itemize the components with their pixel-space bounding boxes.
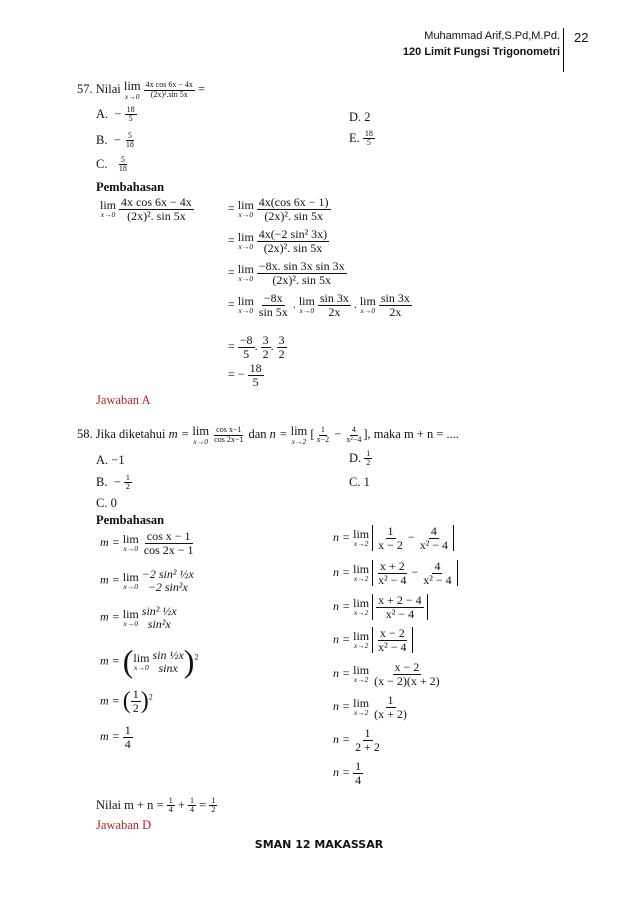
- q58-option-d: D. $\frac{1}{2}$: [349, 449, 371, 468]
- q57-step-3: = lim x→0 $\frac{\text{−8x. sin 3x sin 3x}}{\text{(2x)². sin 5x}}$: [228, 259, 345, 287]
- q58-n-step-8: n = $\frac{1}{4}$: [333, 759, 362, 787]
- q58-n-step-5: n = lim x→2 $\frac{x - 2}{(x - 2)(x + 2)}$: [333, 660, 440, 688]
- q57-option-c: C. $\frac{5}{18}$: [96, 155, 127, 174]
- q58-m-step-6: m = $\frac{1}{4}$: [100, 723, 131, 751]
- q57-option-d: D. 2: [349, 110, 371, 124]
- q58-pembahasan-title: Pembahasan: [96, 513, 165, 527]
- q58-n-step-4: n = lim x→2 $\frac{x - 2}{\text{x² − 4}}$: [333, 627, 413, 653]
- author-name: Muhammad Arif,S.Pd,M.Pd.: [424, 30, 560, 42]
- header-divider: [563, 28, 564, 72]
- q58-option-b: B. − $\frac{1}{2}$: [96, 473, 130, 492]
- q57-step-2: = lim x→0 $\frac{\text{4x(−2 sin² 3x)}}{\text{(2x)². sin 5x}}$: [228, 227, 328, 255]
- q58-answer: Jawaban D: [96, 818, 152, 832]
- q58-m-step-5: m = ( $\frac{1}{2}$ )$^2$: [100, 687, 153, 715]
- q58-n-step-3: n = lim x→2 $\frac{x + 2 - 4}{\text{x² − 4}}$: [333, 594, 428, 620]
- q58-option-c: C. 0: [96, 496, 117, 510]
- q58-sum: Nilai m + n = $\frac{1}{4}$ + $\frac{1}{4}$ = $\frac{1}{2}$: [96, 796, 216, 815]
- q57-step-lhs: lim x→0 $\frac{\text{4x cos 6x − 4x}}{\text{(2x)². sin 5x}}$: [100, 195, 192, 223]
- q58-m-step-4: m = ( lim x→0 sin ½x sinx )$^2$: [100, 643, 199, 679]
- q57-option-a: A. − $\frac{18}{5}$: [96, 105, 135, 124]
- document-subtitle: 120 Limit Fungsi Trigonometri: [402, 46, 560, 58]
- q57-pembahasan-title: Pembahasan: [96, 180, 165, 194]
- q58-m-step-2: m = lim x→0 −2 sin² ½x −2 sin²x: [100, 567, 194, 594]
- q58-n-step-1: n = lim x→2 $\frac{1}{x - 2}$ − $\frac{4}{\text{x² − 4}}$: [333, 525, 454, 551]
- q57-step-6: = − $\frac{18}{5}$: [228, 361, 262, 389]
- q57-step-1: = lim x→0 $\frac{4x(\cos 6x - 1)}{\text{(2x)². sin 5x}}$: [228, 195, 329, 223]
- page-number: 22: [574, 30, 589, 45]
- q58-n-step-6: n = lim x→2 $\frac{1}{(x + 2)}$: [333, 693, 407, 721]
- q58-m-step-3: m = lim x→0 sin² ½x sin²x: [100, 604, 177, 631]
- q57-answer: Jawaban A: [96, 393, 151, 407]
- q57-step-5: = $\frac{-8}{5}$ . $\frac{3}{2}$ . $\frac{3}{2}$: [228, 333, 285, 361]
- q57-step-4: = lim x→0 $\frac{-8x}{\sin 5x}$ . lim x→0 $\frac{\sin 3x}{2x}$ . lim x→0 $\frac{\sin 3x}{2x}$: [228, 291, 410, 319]
- q57-option-b: B. − $\frac{5}{18}$: [96, 131, 134, 150]
- q58-m-step-1: m = lim x→0 $\frac{\text{cos x − 1}}{\cos 2x - 1}$: [100, 529, 194, 557]
- q57-statement: 57. Nilai lim x→0 $\frac{\text{4x cos 6x − 4x}}{\text{(2x)².sin 5x}}$ =: [77, 79, 206, 101]
- q58-n-step-2: n = lim x→2 $\frac{x + 2}{\text{x² − 4}}$ − $\frac{4}{\text{x² − 4}}$: [333, 560, 458, 586]
- q58-option-a: A. −1: [96, 453, 125, 467]
- q58-statement: 58. Jika diketahui m = lim x→0 $\frac{\text{cos x−1}}{\cos 2x-1}$ dan n = lim x→2 [ $\frac{1}{x-2}$ − $\frac{4}{\text{x²−4}}$ ], maka m + n = ....: [77, 424, 460, 446]
- q58-n-step-7: n = $\frac{1}{2 + 2}$: [333, 726, 380, 754]
- q57-option-e: E. $\frac{18}{5}$: [349, 129, 373, 148]
- q58-option-e: C. 1: [349, 475, 370, 489]
- footer-school-name: SMAN 12 MAKASSAR: [254, 838, 384, 851]
